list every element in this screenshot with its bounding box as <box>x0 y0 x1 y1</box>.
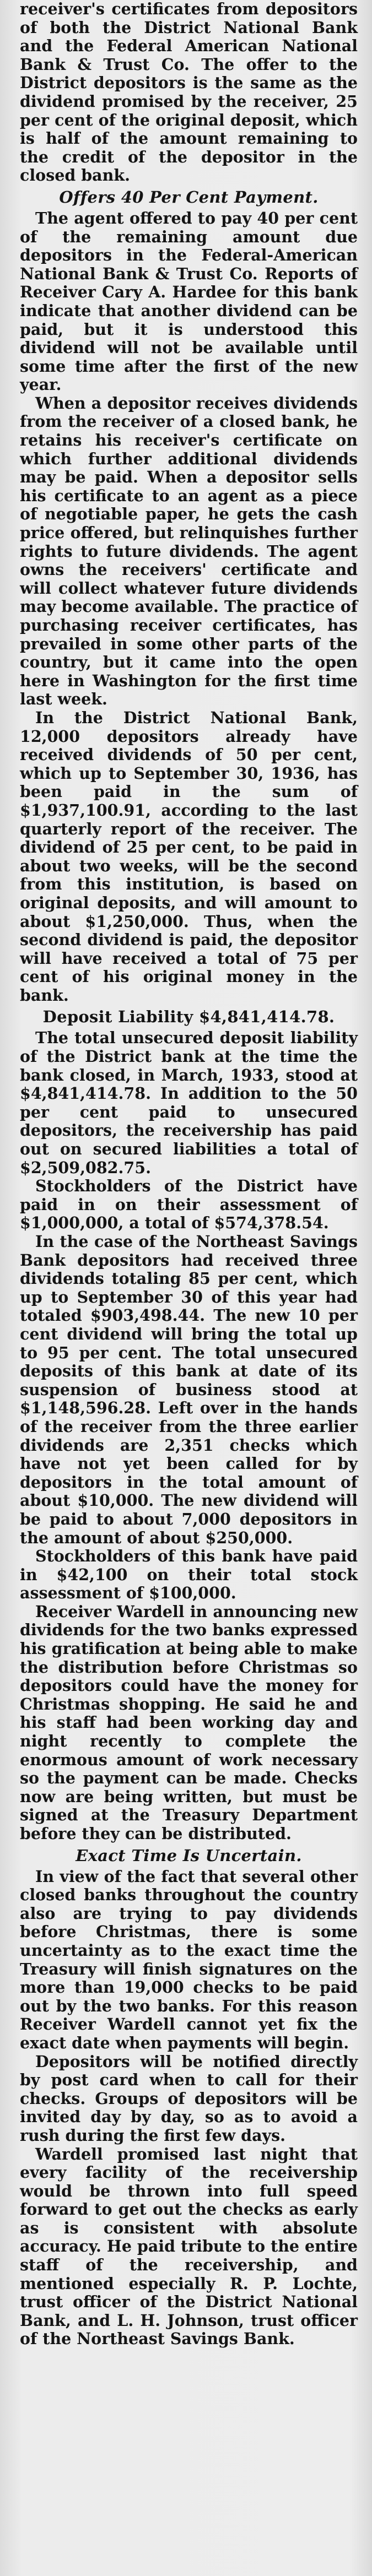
paragraph-northeast-savings-bank: In the case of the Northeast Savings Bank depositors had received three dividends totaling 85 per cent, which up to September 30 of this year had totaled $903,498.44. The new 10 per cent dividend will bring the total up to 95 per cent. The total unsecured deposits of this bank at date of its suspension of business stood at $1,148,596.28. Left over in the hands of the receiver from the three earlier dividends are 2,351 checks which have not yet been called for by depositors in the total amount of about $10,000. The new dividend will be paid to about 7,000 depositors in the amount of about $250,000. <box>20 1232 358 1547</box>
paragraph-post-card-notification: Depositors will be notified directly by post card when to call for their checks. Groups of depositors will be invited day by day, so as to avoid a rush during the first few days. <box>20 2052 358 2145</box>
paragraph-receiver-certificate-explained: When a depositor receives dividends from the receiver of a closed bank, he retains his receiver's certificate on which further additional dividends may be paid. When a depositor sells his certificate to an agent as a piece of negotiable paper, he gets the cash price offered, but relinquishes further rights to future dividends. The agent owns the receivers' certificate and will collect whatever future dividends may become available. The practice of purchasing receiver certificates, has prevailed in some other parts of the country, but it came into the open here in Washington for the first time last week. <box>20 393 358 709</box>
subheading-exact-time-uncertain: Exact Time Is Uncertain. <box>76 1846 302 1865</box>
paragraph-unsecured-deposit-liability: The total unsecured deposit liability of the District bank at the time the bank closed, in March, 1933, stood at $4,841,414.78. In addition to the 50 per cent paid to unsecured depositors, the receivership has paid out on secured liabilities a total of $2,509,082.75. <box>20 1028 358 1177</box>
paragraph-district-national-bank: In the District National Bank, 12,000 depositors already have received dividends of 50 per cent, which up to September 30, 1936, has been paid in the sum of $1,937,100.91, according to the last quarterly report of the receiver. The dividend of 25 per cent, to be paid in about two weeks, will be the second from this institution, is based on original deposits, and will amount to about $1,250,000. Thus, when the second dividend is paid, the depositor will have received a total of 75 per cent of his original money in the bank. <box>20 708 358 1005</box>
subheading-deposit-liability: Deposit Liability $4,841,414.78. <box>42 1007 335 1027</box>
paragraph-district-stockholders: Stockholders of the District have paid in on their assessment of $1,000,000, a total of $574,378.54. <box>20 1176 358 1233</box>
paragraph-treasury-signatures: In view of the fact that several other closed banks throughout the country also are trying to pay dividends before Christmas, there is some uncertainty as to the exact time the Treasury will finish signatures on the more than 19,000 checks to be paid out by the two banks. For this reason Receiver Wardell cannot yet fix the exact date when payments will begin. <box>20 1867 358 2052</box>
paragraph-agent-offer: The agent offered to pay 40 per cent of the remaining amount due depositors in the Federal-American National Bank & Trust Co. Reports of Receiver Cary A. Hardee for this bank indicate that another dividend can be paid, but it is understood this dividend will not be available until some time after the first of the new year. <box>20 208 358 394</box>
paragraph-wardell-tribute: Wardell promised last night that every facility of the receivership would be thrown into full speed forward to get out the checks as early as is consistent with absolute accuracy. He paid tribute to the entire staff of the receivership, and mentioned especially R. P. Lochte, trust officer of the District National Bank, and L. H. Johnson, trust officer of the Northeast Savings Bank. <box>20 2144 358 2349</box>
paragraph-receiver-certificates-offer: receiver's certificates from depositors of both the District National Bank and the Federal American National Bank & Trust Co. The offer to the District depositors is the same as the dividend promised by the receiver, 25 per cent of the original deposit, which is half of the amount remaining to the credit of the depositor in the closed bank. <box>20 0 358 185</box>
subheading-offers-40-per-cent: Offers 40 Per Cent Payment. <box>59 187 319 207</box>
paragraph-receiver-wardell-announcement: Receiver Wardell in announcing new dividends for the two banks expressed his gratification at being able to make the distribution before Christmas so depositors could have the money for Christmas shopping. He said he and his staff had been working day and night recently to complete the enormous amount of work necessary so the payment can be made. Checks now are being written, but must be signed at the Treasury Department before they can be distributed. <box>20 1602 358 1843</box>
paragraph-northeast-stockholders: Stockholders of this bank have paid in $42,100 on their total stock assessment of $100,000. <box>20 1547 358 1603</box>
